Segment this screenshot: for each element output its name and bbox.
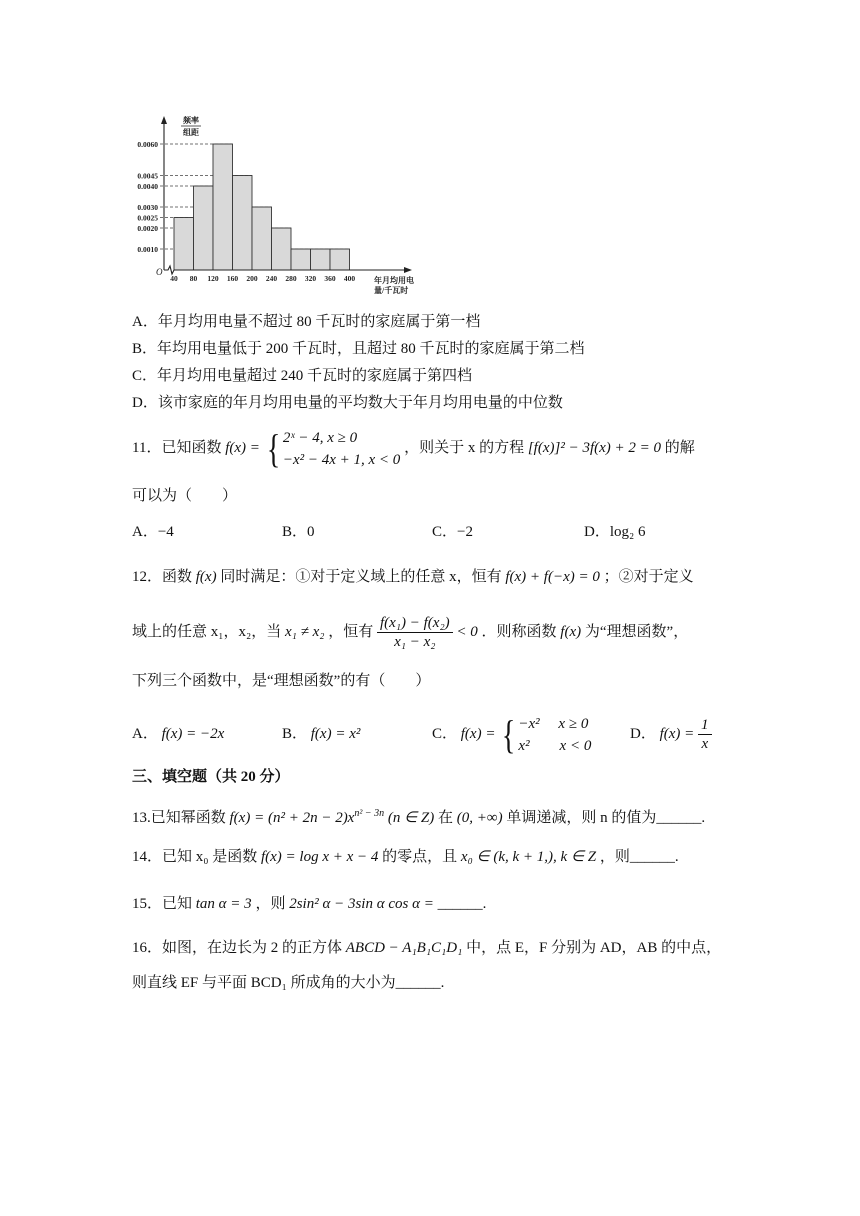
histogram-bar bbox=[311, 249, 331, 270]
x-tick-label: 360 bbox=[324, 274, 336, 283]
q16-text-b: 中，点 E，F 分别为 AD，AB 的中点， bbox=[466, 940, 722, 956]
q12-l1-fx: f(x) bbox=[195, 569, 217, 585]
q11-option-c: C．−2 bbox=[432, 524, 473, 540]
q14-text-c: ，则______. bbox=[599, 849, 679, 865]
y-label-top: 频率 bbox=[183, 116, 199, 125]
y-tick-label: 0.0010 bbox=[137, 245, 158, 254]
q12-l2-lt: < 0 bbox=[456, 624, 478, 640]
q13-expr: f(x) = (n² + 2n − 2)x bbox=[229, 810, 355, 826]
histogram-bar bbox=[233, 176, 253, 271]
q10-option-a: A．年月均用电量不超过 80 千瓦时的家庭属于第一档 bbox=[132, 314, 481, 330]
x-tick-label: 240 bbox=[265, 274, 278, 283]
q11-stem bbox=[132, 426, 695, 471]
histogram-bar bbox=[272, 228, 292, 270]
q14-text-a: 14．已知 x₀ 是函数 bbox=[132, 849, 258, 865]
q15 bbox=[132, 894, 486, 914]
q16-line1 bbox=[132, 938, 721, 958]
q11-option-b: B．0 bbox=[282, 524, 315, 540]
q12-d-lhs: f(x) = bbox=[659, 726, 695, 742]
q15-cond: tan α = 3 bbox=[195, 896, 252, 912]
q13-exponent: n² − 3n bbox=[354, 808, 385, 819]
q12-a-label: A． bbox=[132, 726, 158, 742]
x-tick-label: 160 bbox=[226, 274, 239, 283]
q16-line2: 则直线 EF 与平面 BCD₁ 所成角的大小为______. bbox=[132, 975, 445, 991]
q12-c-label: C． bbox=[432, 726, 458, 742]
q12-l1-text-c: ；②对于定义 bbox=[603, 569, 694, 585]
x-label-line2: 量/千瓦时 bbox=[374, 286, 409, 295]
q12-option-d bbox=[630, 712, 712, 756]
y-tick-label: 0.0020 bbox=[137, 224, 158, 233]
q12-l2-text-c: ．则称函数 bbox=[481, 624, 557, 640]
q11-middle: ，则关于 x 的方程 bbox=[404, 440, 525, 456]
q15-text-a: 15．已知 bbox=[132, 896, 193, 912]
origin-label: O bbox=[156, 267, 163, 277]
q12-b-label: B． bbox=[282, 726, 308, 742]
q13-text-b: 在 bbox=[438, 810, 454, 826]
histogram-bar bbox=[252, 207, 272, 270]
histogram-bar bbox=[194, 186, 214, 270]
q11-case-1: 2ˣ − 4, x ≥ 0 bbox=[282, 429, 358, 446]
q12-line3: 下列三个函数中，是“理想函数”的有（ ） bbox=[132, 673, 431, 689]
x-tick-label: 400 bbox=[343, 274, 356, 283]
q12-l2-fx: f(x) bbox=[560, 624, 582, 640]
q11-suffix: 的解 bbox=[664, 440, 695, 456]
histogram-bar bbox=[174, 218, 194, 271]
q15-expr: 2sin² α − 3sin α cos α = bbox=[289, 896, 434, 912]
q12-a-expr: f(x) = −2x bbox=[161, 726, 225, 742]
q14-expr: f(x) = log x + x − 4 bbox=[260, 849, 379, 865]
q11-fx: f(x) = bbox=[225, 440, 260, 456]
q12-line2 bbox=[132, 612, 688, 652]
q14 bbox=[132, 847, 679, 867]
q11-line2: 可以为（ ） bbox=[132, 488, 238, 504]
q15-text-c: ______. bbox=[437, 896, 487, 912]
q12-l2-text-a: 域上的任意 x₁，x₂，当 bbox=[132, 624, 282, 640]
q12-l2-text-d: 为“理想函数”， bbox=[584, 624, 689, 640]
y-tick-label: 0.0025 bbox=[137, 213, 158, 223]
q13 bbox=[132, 804, 705, 828]
y-label-bottom: 组距 bbox=[183, 128, 199, 137]
q12-frac-den: x₁ − x₂ bbox=[394, 634, 436, 651]
x-tick-label: 40 bbox=[170, 274, 178, 283]
q15-text-b: ，则 bbox=[255, 896, 286, 912]
q14-text-b: 的零点，且 bbox=[382, 849, 458, 865]
q12-l2-neq: x₁ ≠ x₂ bbox=[284, 624, 325, 640]
q10-option-b: B．年均用电量低于 200 千瓦时，且超过 80 千瓦时的家庭属于第二档 bbox=[132, 341, 585, 357]
x-tick-label: 80 bbox=[189, 274, 198, 283]
y-tick-label: 0.0030 bbox=[137, 203, 158, 212]
q12-option-a bbox=[132, 712, 224, 756]
q13-text-a: 13.已知幂函数 bbox=[132, 810, 226, 826]
q13-text-c: 单调递减，则 n 的值为______. bbox=[506, 810, 706, 826]
q12-d-den: x bbox=[701, 736, 709, 753]
q12-c-case-2: x² x < 0 bbox=[518, 737, 592, 754]
histogram-chart bbox=[130, 110, 430, 302]
x-axis-arrow bbox=[404, 267, 412, 273]
q12-c-case-1: −x² x ≥ 0 bbox=[518, 715, 589, 732]
q11-option-a: A．−4 bbox=[132, 524, 174, 540]
q12-d-fraction bbox=[698, 716, 712, 753]
q11-piecewise: { 2ˣ − 4, x ≥ 0 −x² − 4x + 1, x < 0 bbox=[266, 425, 401, 471]
q12-line1 bbox=[132, 567, 694, 587]
q12-fraction bbox=[377, 614, 453, 651]
y-tick-label: 0.0060 bbox=[137, 140, 158, 149]
q12-l1-text-b: 同时满足：①对于定义域上的任意 x，恒有 bbox=[220, 569, 502, 585]
q12-option-c bbox=[432, 712, 591, 757]
histogram-bar bbox=[330, 249, 350, 270]
q12-l2-text-b: ，恒有 bbox=[328, 624, 374, 640]
x-tick-label: 120 bbox=[207, 274, 219, 283]
q11-equation: [f(x)]² − 3f(x) + 2 = 0 bbox=[527, 440, 661, 456]
q12-option-b bbox=[282, 712, 360, 756]
q12-d-label: D． bbox=[630, 726, 656, 742]
x-label-line1: 年月均用电 bbox=[374, 276, 414, 285]
y-tick-label: 0.0040 bbox=[137, 182, 158, 191]
x-tick-label: 200 bbox=[246, 274, 258, 283]
q16-text-a: 16．如图，在边长为 2 的正方体 bbox=[132, 940, 343, 956]
x-tick-label: 320 bbox=[304, 274, 317, 283]
histogram-bar bbox=[291, 249, 311, 270]
q12-b-expr: f(x) = x² bbox=[310, 726, 361, 742]
section-heading: 三、填空题（共 20 分） bbox=[132, 769, 290, 785]
q16-cube: ABCD − A₁B₁C₁D₁ bbox=[345, 940, 463, 956]
y-axis-arrow bbox=[161, 116, 167, 124]
histogram-bar bbox=[213, 144, 233, 270]
q14-cond: x₀ ∈ (k, k + 1,), k ∈ Z bbox=[460, 849, 597, 865]
q12-l1-equation: f(x) + f(−x) = 0 bbox=[505, 569, 600, 585]
q11-case-2: −x² − 4x + 1, x < 0 bbox=[282, 451, 401, 468]
q12-d-num: 1 bbox=[698, 716, 712, 735]
y-tick-label: 0.0045 bbox=[137, 171, 158, 181]
q12-l1-text-a: 12．函数 bbox=[132, 569, 193, 585]
q13-cond: (n ∈ Z) bbox=[387, 810, 435, 826]
q10-option-c: C．年月均用电量超过 240 千瓦时的家庭属于第四档 bbox=[132, 368, 473, 384]
q11-option-d: D．log₂ 6 bbox=[584, 524, 646, 540]
q13-interval: (0, +∞) bbox=[456, 810, 503, 826]
q12-c-lhs: f(x) = bbox=[460, 726, 496, 742]
q11-prefix: 11．已知函数 bbox=[132, 440, 222, 456]
q10-option-d: D．该市家庭的年月均用电量的平均数大于年月均用电量的中位数 bbox=[132, 395, 563, 411]
x-tick-label: 280 bbox=[285, 274, 297, 283]
q12-frac-num: f(x₁) − f(x₂) bbox=[377, 614, 453, 633]
q12-c-piecewise: { −x² x ≥ 0 x² x < 0 bbox=[502, 711, 592, 757]
